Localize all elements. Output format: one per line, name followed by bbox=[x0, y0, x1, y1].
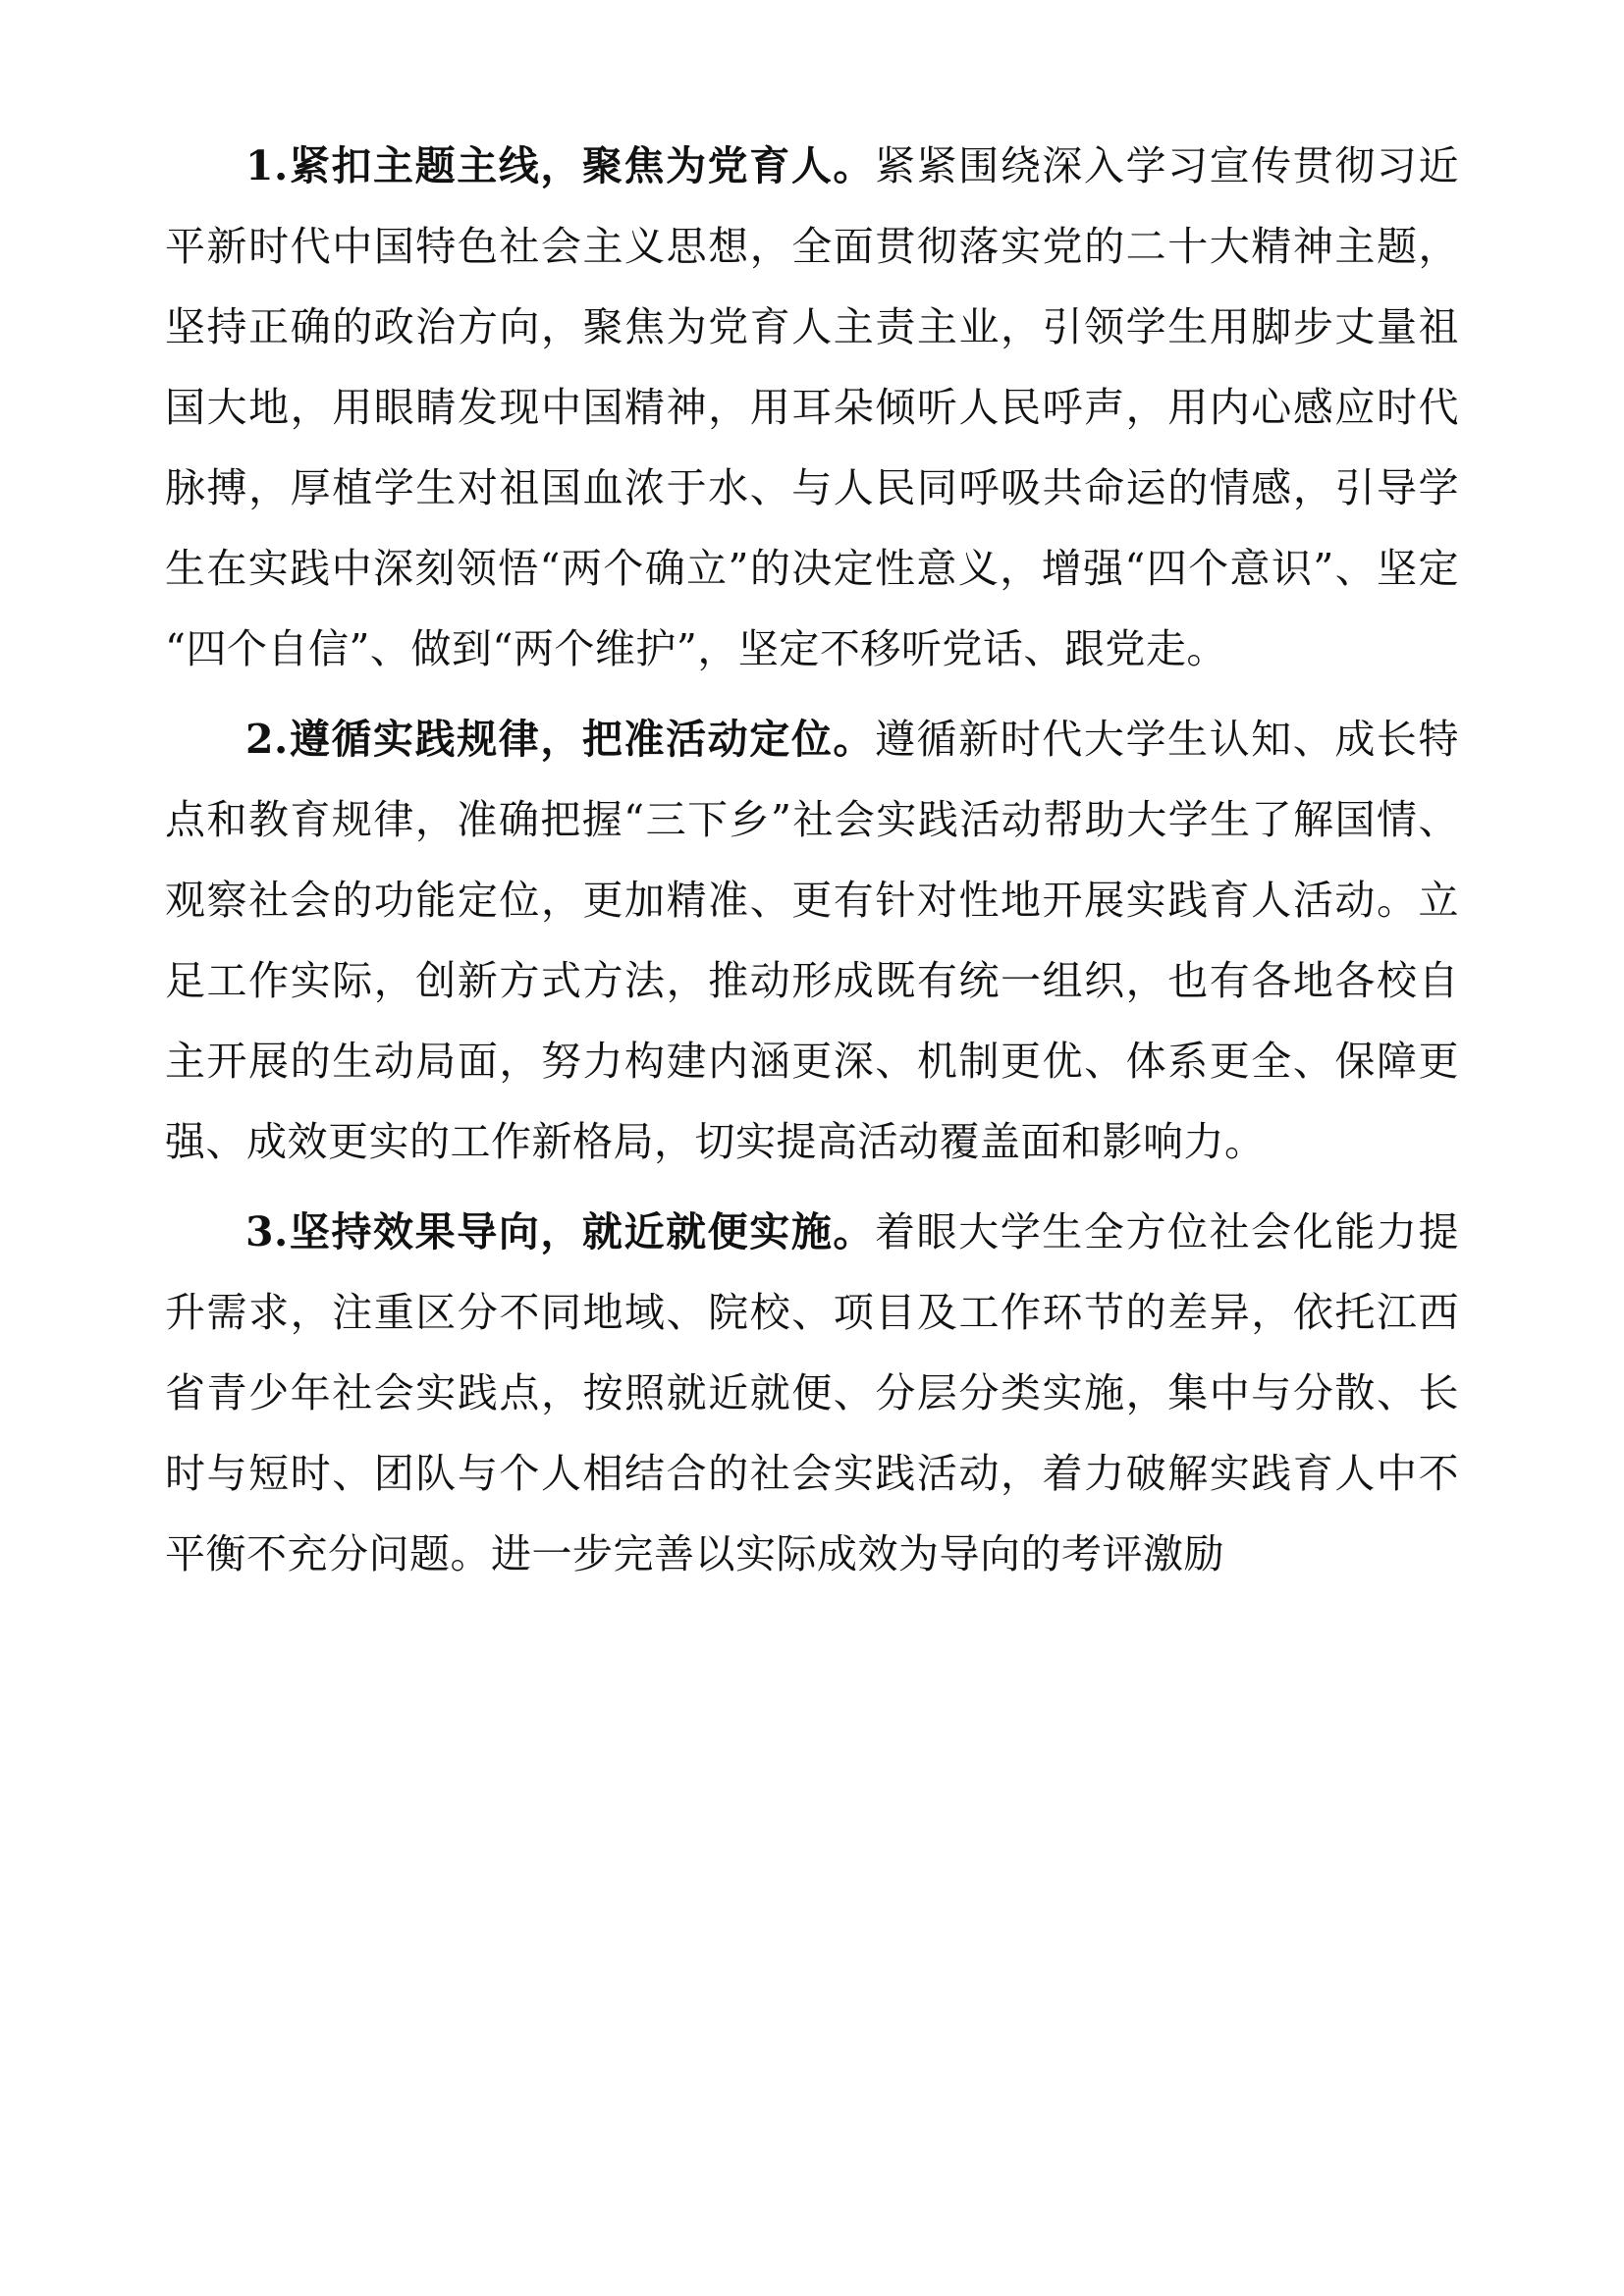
paragraph-2-lead: 遵循实践规律，把准活动定位。 bbox=[288, 716, 875, 763]
paragraph-2 bbox=[165, 699, 1459, 1182]
document-body bbox=[165, 126, 1459, 1594]
paragraph-2-text: 遵循新时代大学生认知、成长特点和教育规律，准确把握“三下乡”社会实践活动帮助大学生了解国情、观察社会的功能定位，更加精准、更有针对性地开展实践育人活动。立足工作实际，创新方式方法，推动形成既有统一组织，也有各地各校自主开展的生动局面，努力构建内涵更深、机制更优、体系更全、保障更强、成效更实的工作新格局，切实提高活动覆盖面和影响力。 bbox=[165, 716, 1459, 1165]
paragraph-1-number: 1. bbox=[245, 142, 289, 189]
paragraph-3-text: 着眼大学生全方位社会化能力提升需求，注重区分不同地域、院校、项目及工作环节的差异，依托江西省青少年社会实践点，按照就近就便、分层分类实施，集中与分散、长时与短时、团队与个人相结合的社会实践活动，着力破解实践育人中不平衡不充分问题。进一步完善以实际成效为导向的考评激励 bbox=[165, 1208, 1459, 1577]
paragraph-1-text: 紧紧围绕深入学习宣传贯彻习近平新时代中国特色社会主义思想，全面贯彻落实党的二十大精神主题，坚持正确的政治方向，聚焦为党育人主责主业，引领学生用脚步丈量祖国大地，用眼睛发现中国精神，用耳朵倾听人民呼声，用内心感应时代脉搏，厚植学生对祖国血浓于水、与人民同呼吸共命运的情感，引导学生在实践中深刻领悟“两个确立”的决定性意义，增强“四个意识”、坚定“四个自信”、做到“两个维护”，坚定不移听党话、跟党走。 bbox=[165, 142, 1459, 672]
paragraph-1 bbox=[165, 126, 1459, 689]
paragraph-2-number: 2. bbox=[245, 716, 289, 763]
paragraph-1-lead: 紧扣主题主线，聚焦为党育人。 bbox=[288, 142, 875, 189]
paragraph-3 bbox=[165, 1192, 1459, 1594]
paragraph-3-number: 3. bbox=[245, 1208, 289, 1255]
paragraph-3-lead: 坚持效果导向，就近就便实施。 bbox=[288, 1208, 875, 1255]
